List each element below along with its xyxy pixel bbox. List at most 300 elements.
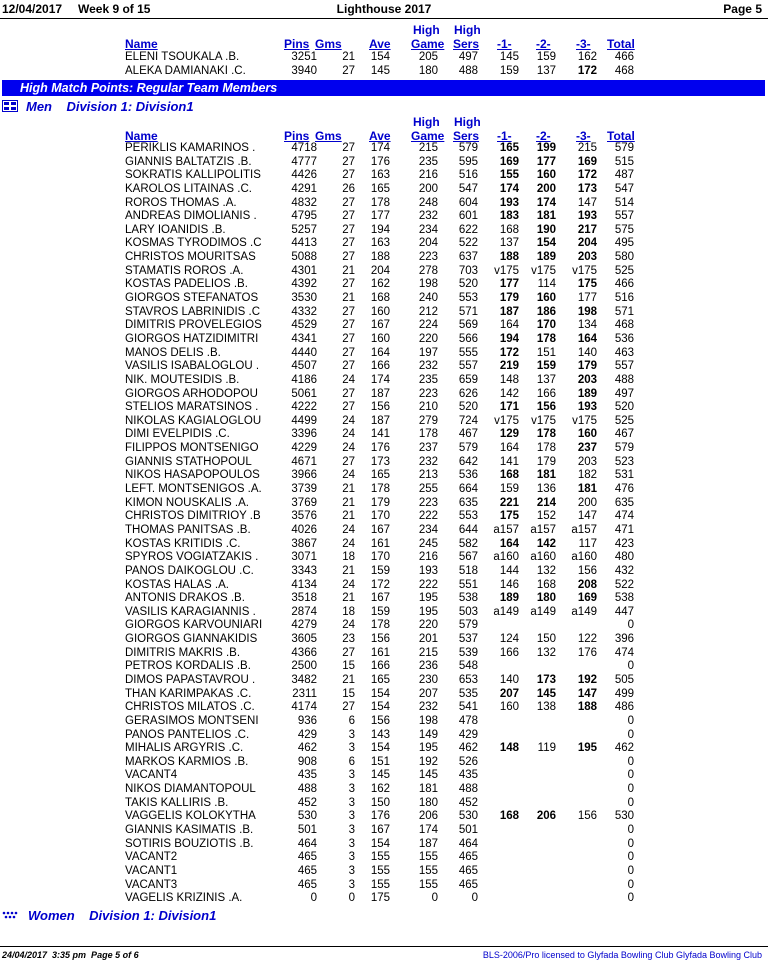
table-row (0, 579, 768, 593)
cell-ave: 160 (370, 305, 390, 318)
cell-game2: 159 (536, 51, 556, 63)
cell-total: 0 (627, 851, 634, 864)
cell-name: PETROS KORDALIS .B. (125, 660, 251, 673)
cell-total: 0 (627, 837, 634, 850)
cell-name: VAGGELIS KOLOKYTHA (125, 810, 256, 823)
cell-game3: 189 (577, 387, 597, 400)
men-table (0, 142, 768, 906)
cell-game1: 129 (499, 428, 519, 441)
table-row (0, 401, 768, 415)
cell-pins: 4440 (291, 346, 317, 359)
cell-total: 530 (614, 810, 634, 823)
footer-timestamp: 24/04/2017 3:35 pm Page 5 of 6 (2, 950, 139, 960)
table-row (0, 510, 768, 524)
cell-high-game: 174 (418, 824, 438, 837)
cell-gms: 0 (348, 892, 355, 905)
cell-pins: 936 (297, 714, 317, 727)
cell-high-series: 537 (458, 633, 478, 646)
cell-gms: 3 (348, 824, 355, 837)
cell-gms: 27 (342, 387, 355, 400)
col-g3: -3- (576, 37, 591, 51)
cell-high-game: 279 (418, 414, 438, 427)
cell-game3: 215 (577, 142, 597, 154)
cell-high-series: 622 (458, 223, 478, 236)
report-header (0, 2, 768, 19)
table-row (0, 497, 768, 511)
cell-game2: 119 (537, 742, 556, 755)
cell-name: LEFT. MONTSENIGOS .A. (125, 483, 262, 496)
table-row (0, 538, 768, 552)
cell-ave: 162 (370, 278, 390, 291)
cell-game3: 182 (577, 469, 597, 482)
cell-high-series: 601 (458, 210, 478, 223)
cell-high-series: 538 (458, 592, 478, 605)
section-women (2, 908, 216, 925)
cell-total: 0 (627, 660, 634, 673)
cell-high-game: 223 (418, 387, 438, 400)
cell-game3: 200 (577, 496, 597, 509)
table-row (0, 851, 768, 865)
cell-name: NIK. MOUTESIDIS .B. (125, 373, 240, 386)
cell-name: VASILIS ISABALOGLOU . (125, 360, 260, 373)
cell-gms: 24 (342, 469, 355, 482)
cell-high-game: 192 (418, 755, 438, 768)
table-row (0, 319, 768, 333)
cell-game1: 189 (499, 592, 519, 605)
page-number: Page 5 (723, 2, 762, 16)
table-row (0, 169, 768, 183)
cell-gms: 3 (348, 864, 355, 877)
col-ave: Ave (369, 37, 391, 51)
cell-pins: 3605 (291, 633, 317, 646)
cell-high-game: 215 (418, 142, 438, 154)
cell-name: GIANNIS STATHOPOUL (125, 455, 252, 468)
cell-name: GIANNIS KASIMATIS .B. (125, 824, 254, 837)
cell-high-game: 215 (418, 646, 438, 659)
cell-pins: 530 (297, 810, 317, 823)
cell-name: GIORGOS ARHODOPOU (125, 387, 258, 400)
cell-high-series: 539 (458, 646, 478, 659)
cell-game2: v175 (531, 414, 556, 427)
cell-game1: 155 (499, 169, 519, 182)
cell-game3: 164 (577, 332, 597, 345)
cell-ave: 155 (370, 878, 390, 891)
cell-game2: 142 (536, 537, 556, 550)
cell-high-series: 579 (458, 619, 478, 632)
cell-pins: 4718 (291, 142, 317, 154)
cell-high-game: 245 (418, 537, 438, 550)
cell-high-game: 195 (418, 605, 438, 618)
cell-game1: 193 (499, 196, 519, 209)
cell-high-game: 248 (418, 196, 438, 209)
col-total: Total (607, 37, 635, 51)
cell-game2: 138 (536, 701, 556, 714)
cell-high-series: 637 (458, 251, 478, 264)
cell-pins: 5088 (291, 251, 317, 264)
cell-game1: 142 (499, 387, 519, 400)
report-title: Lighthouse 2017 (336, 2, 432, 16)
col-name: Name (125, 37, 158, 51)
cell-name: SPYROS VOGIATZAKIS . (125, 551, 259, 564)
cell-high-game: 155 (418, 878, 438, 891)
cell-ave: 176 (370, 442, 390, 455)
cell-high-series: 553 (458, 292, 478, 305)
cell-game1: 207 (499, 687, 519, 700)
cell-name: KOSMAS TYRODIMOS .C (125, 237, 262, 250)
cell-total: 0 (627, 892, 634, 905)
cell-pins: 5061 (291, 387, 317, 400)
cell-total: 0 (627, 783, 634, 796)
cell-high-game: 195 (418, 742, 438, 755)
cell-gms: 24 (342, 537, 355, 550)
cell-name: ROROS THOMAS .A. (125, 196, 237, 209)
cell-game2: 214 (536, 496, 556, 509)
table-row (0, 51, 768, 65)
cell-ave: 145 (370, 64, 390, 77)
cell-total: 0 (627, 714, 634, 727)
cell-gms: 24 (342, 373, 355, 386)
cell-ave: 160 (370, 332, 390, 345)
cell-high-game: 193 (418, 564, 438, 577)
cell-name: NIKOS HASAPOPOULOS (125, 469, 260, 482)
cell-gms: 27 (342, 196, 355, 209)
cell-ave: 166 (370, 660, 390, 673)
cell-gms: 23 (342, 633, 355, 646)
cell-game3: 147 (577, 510, 597, 523)
cell-total: 0 (627, 755, 634, 768)
cell-high-game: 145 (418, 769, 438, 782)
cell-gms: 21 (342, 264, 355, 277)
cell-game2: 189 (536, 251, 556, 264)
cell-game3: 172 (577, 64, 597, 77)
cell-ave: 204 (370, 264, 390, 277)
cell-gms: 27 (342, 237, 355, 250)
cell-ave: 194 (370, 223, 390, 236)
cell-gms: 21 (342, 51, 355, 63)
table-row (0, 551, 768, 565)
cell-high-game: 180 (418, 64, 438, 77)
cell-high-game: 240 (418, 292, 438, 305)
col-gms: Gms (315, 37, 342, 51)
cell-pins: 465 (297, 878, 317, 891)
col-g1: -1- (497, 37, 512, 51)
cell-ave: 176 (370, 155, 390, 168)
cell-pins: 429 (297, 728, 317, 741)
cell-name: ELENI TSOUKALA .B. (125, 51, 240, 63)
cell-pins: 4186 (291, 373, 317, 386)
footer-license: BLS-2006/Pro licensed to Glyfada Bowling Club Glyfada Bowling Club (482, 950, 762, 960)
cell-game2: 160 (536, 292, 556, 305)
cell-high-series: 659 (458, 373, 478, 386)
cell-total: 0 (627, 824, 634, 837)
cell-pins: 501 (297, 824, 317, 837)
cell-high-game: 155 (418, 851, 438, 864)
cell-pins: 2500 (291, 660, 317, 673)
cell-gms: 27 (342, 169, 355, 182)
cell-gms: 27 (342, 251, 355, 264)
cell-gms: 3 (348, 769, 355, 782)
cell-ave: 173 (370, 455, 390, 468)
cell-name: DIMITRIS PROVELEGIOS (125, 319, 262, 332)
cell-ave: 154 (370, 837, 390, 850)
cell-game3: 140 (577, 346, 597, 359)
cell-pins: 4229 (291, 442, 317, 455)
cell-name: ALEKA DAMIANAKI .C. (125, 64, 246, 77)
cell-ave: 150 (370, 796, 390, 809)
cell-name: THOMAS PANITSAS .B. (125, 523, 251, 536)
table-row (0, 742, 768, 756)
cell-pins: 4301 (291, 264, 317, 277)
table-row (0, 183, 768, 197)
cell-game3: 192 (577, 673, 597, 686)
cell-high-game: 232 (418, 701, 438, 714)
table-row (0, 715, 768, 729)
cell-total: 432 (614, 564, 634, 577)
cell-pins: 0 (310, 892, 317, 905)
cell-high-game: 206 (418, 810, 438, 823)
cell-high-game: 216 (418, 169, 438, 182)
cell-game3: 177 (577, 292, 597, 305)
cell-gms: 27 (342, 360, 355, 373)
cell-name: GIORGOS KARVOUNIARI (125, 619, 263, 632)
cell-high-game: 149 (418, 728, 438, 741)
cell-high-game: 230 (418, 673, 438, 686)
cell-ave: 179 (370, 496, 390, 509)
cell-game3: 156 (577, 564, 597, 577)
cell-game1: 194 (499, 332, 519, 345)
col-g3: -3- (576, 129, 591, 143)
cell-game1: 168 (499, 223, 519, 236)
cell-game1: 174 (499, 182, 519, 195)
cell-total: 538 (614, 592, 634, 605)
cell-game2: 170 (536, 319, 556, 332)
col-high-label: High (413, 23, 440, 37)
cell-high-game: 224 (418, 319, 438, 332)
cell-high-series: 644 (458, 523, 478, 536)
cell-name: GIORGOS GIANNAKIDIS (125, 633, 258, 646)
table-row (0, 633, 768, 647)
cell-pins: 4134 (291, 578, 317, 591)
cell-game1: 175 (499, 510, 519, 523)
cell-pins: 3769 (291, 496, 317, 509)
table-row (0, 347, 768, 361)
cell-pins: 908 (297, 755, 317, 768)
cell-pins: 465 (297, 864, 317, 877)
cell-game2: 160 (536, 169, 556, 182)
cell-name: KIMON NOUSKALIS .A. (125, 496, 249, 509)
cell-pins: 4332 (291, 305, 317, 318)
cell-high-game: 187 (418, 837, 438, 850)
cell-pins: 4499 (291, 414, 317, 427)
table-row (0, 565, 768, 579)
cell-total: 463 (614, 346, 634, 359)
cell-ave: 154 (370, 742, 390, 755)
cell-high-game: 278 (418, 264, 438, 277)
cell-pins: 4026 (291, 523, 317, 536)
cell-ave: 165 (370, 182, 390, 195)
cell-game2: 181 (536, 210, 556, 223)
cell-game1: 140 (499, 673, 519, 686)
col-total: Total (607, 129, 635, 143)
cell-gms: 21 (342, 673, 355, 686)
cell-game2: 151 (536, 346, 556, 359)
cell-total: 557 (614, 360, 634, 373)
cell-pins: 3867 (291, 537, 317, 550)
cell-pins: 4529 (291, 319, 317, 332)
cell-game1: 124 (499, 633, 519, 646)
cell-gms: 18 (342, 605, 355, 618)
cell-gms: 27 (342, 305, 355, 318)
cell-game3: a157 (571, 523, 597, 536)
cell-game3: 175 (577, 278, 597, 291)
cell-game1: 137 (499, 237, 519, 250)
cell-gms: 3 (348, 851, 355, 864)
cell-gms: 15 (342, 660, 355, 673)
table-row (0, 265, 768, 279)
cell-ave: 165 (370, 469, 390, 482)
cell-name: PANOS PANTELIOS .C. (125, 728, 250, 741)
cell-high-series: 465 (458, 878, 478, 891)
cell-game2: a160 (530, 551, 556, 564)
cell-name: NIKOS DIAMANTOPOUL (125, 783, 256, 796)
cell-high-game: 220 (418, 332, 438, 345)
cell-high-series: 541 (458, 701, 478, 714)
cell-pins: 4671 (291, 455, 317, 468)
cell-pins: 3576 (291, 510, 317, 523)
cell-high-series: 604 (458, 196, 478, 209)
cell-gms: 21 (342, 292, 355, 305)
cell-high-game: 212 (418, 305, 438, 318)
cell-pins: 4341 (291, 332, 317, 345)
cell-high-series: 501 (458, 824, 478, 837)
cell-name: ANDREAS DIMOLIANIS . (125, 210, 257, 223)
cell-ave: 174 (370, 142, 390, 154)
cell-pins: 465 (297, 851, 317, 864)
cell-game2: 154 (536, 237, 556, 250)
cell-high-game: 232 (418, 455, 438, 468)
cell-game3: 203 (577, 373, 597, 386)
cell-game2: 114 (537, 278, 556, 291)
cell-high-series: 452 (458, 796, 478, 809)
cell-game3: a160 (571, 551, 597, 564)
cell-total: 487 (614, 169, 634, 182)
cell-total: 488 (614, 373, 634, 386)
table-row (0, 483, 768, 497)
cell-game2: 173 (536, 673, 556, 686)
cell-game2: 168 (536, 578, 556, 591)
table-row (0, 701, 768, 715)
cell-high-game: 181 (418, 783, 438, 796)
match-points-banner (2, 80, 765, 96)
cell-game1: 148 (499, 742, 519, 755)
cell-high-game: 198 (418, 714, 438, 727)
cell-gms: 27 (342, 278, 355, 291)
cell-game2: 177 (536, 155, 556, 168)
cell-total: 515 (614, 155, 634, 168)
cell-high-game: 234 (418, 223, 438, 236)
cell-high-game: 0 (431, 892, 438, 905)
cell-game1: 183 (499, 210, 519, 223)
cell-ave: 161 (370, 537, 390, 550)
cell-high-series: 548 (458, 660, 478, 673)
cell-ave: 167 (370, 824, 390, 837)
cell-game3: 169 (577, 155, 597, 168)
cell-high-game: 222 (418, 510, 438, 523)
cell-gms: 18 (342, 551, 355, 564)
cell-ave: 178 (370, 619, 390, 632)
cell-high-series: 664 (458, 483, 478, 496)
cell-total: 579 (614, 442, 634, 455)
cell-game1: 171 (499, 401, 519, 414)
header-divider (0, 18, 768, 19)
cell-game3: 217 (577, 223, 597, 236)
cell-ave: 154 (370, 51, 390, 63)
cell-game1: 188 (499, 251, 519, 264)
table-row (0, 210, 768, 224)
cell-game1: 166 (499, 646, 519, 659)
banner-text: High Match Points: Regular Team Members (20, 81, 278, 95)
cell-high-game: 232 (418, 210, 438, 223)
cell-name: PERIKLIS KAMARINOS . (125, 142, 256, 154)
table-row (0, 838, 768, 852)
col-g2: -2- (536, 129, 551, 143)
cell-pins: 462 (297, 742, 317, 755)
cell-game3: 173 (577, 182, 597, 195)
cell-total: 571 (614, 305, 634, 318)
cell-gms: 3 (348, 837, 355, 850)
cell-high-series: 435 (458, 769, 478, 782)
cell-high-game: 232 (418, 360, 438, 373)
cell-name: KAROLOS LITAINAS .C. (125, 182, 252, 195)
cell-ave: 145 (370, 769, 390, 782)
cell-gms: 21 (342, 496, 355, 509)
cell-game2: 156 (536, 401, 556, 414)
cell-high-series: 557 (458, 360, 478, 373)
cell-gms: 27 (342, 64, 355, 77)
cell-name: DIMOS PAPASTAVROU . (125, 673, 256, 686)
col-high-label-2: High (454, 115, 481, 129)
cell-game3: 147 (577, 687, 597, 700)
cell-total: 514 (614, 196, 634, 209)
cell-game2: a157 (530, 523, 556, 536)
cell-game3: 162 (577, 51, 597, 63)
cell-game1: 169 (499, 155, 519, 168)
cell-total: 396 (614, 633, 634, 646)
cell-total: 580 (614, 251, 634, 264)
cell-game3: v175 (572, 414, 597, 427)
cell-ave: 170 (370, 551, 390, 564)
cell-high-series: 582 (458, 537, 478, 550)
cell-game2: a149 (530, 605, 556, 618)
cell-high-game: 204 (418, 237, 438, 250)
table-row (0, 660, 768, 674)
cell-high-game: 235 (418, 155, 438, 168)
table-row (0, 606, 768, 620)
cell-game3: 134 (577, 319, 597, 332)
table-row (0, 442, 768, 456)
cell-game1: a157 (493, 523, 519, 536)
cell-name: CHRISTOS DIMITRIOY .B (125, 510, 261, 523)
table-row (0, 783, 768, 797)
cell-pins: 3940 (291, 64, 317, 77)
cell-ave: 177 (370, 210, 390, 223)
cell-pins: 3530 (291, 292, 317, 305)
team-icon (2, 909, 20, 925)
cell-high-series: 553 (458, 510, 478, 523)
cell-name: VACANT2 (125, 851, 178, 864)
table-row (0, 156, 768, 170)
cell-game3: 160 (577, 428, 597, 441)
